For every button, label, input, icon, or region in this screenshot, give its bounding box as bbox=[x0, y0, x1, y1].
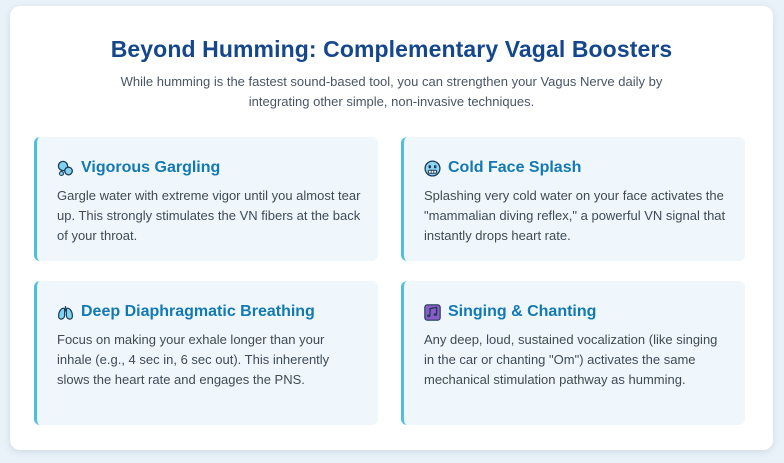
technique-description: Gargle water with extreme vigor until you almost tear up. This strongly stimulates the VN fibers at the back of your throat. bbox=[57, 188, 361, 243]
technique-description: Any deep, loud, sustained vocalization (like singing in the car or chanting "Om") activates the same mechanical stimulation pathway as humming. bbox=[424, 332, 718, 387]
page-title: Beyond Humming: Complementary Vagal Boosters bbox=[110, 36, 673, 62]
technique-title: Singing & Chanting bbox=[448, 303, 597, 320]
technique-header bbox=[57, 156, 362, 180]
music-notes-icon bbox=[424, 304, 441, 321]
technique-card-cold-face bbox=[401, 137, 745, 261]
technique-card-gargling bbox=[34, 137, 378, 261]
technique-header bbox=[57, 300, 362, 324]
technique-description: Focus on making your exhale longer than your inhale (e.g., 4 sec in, 6 sec out). This inherently slows the heart rate and engages the PNS. bbox=[57, 332, 330, 387]
gargle-bubbles-icon bbox=[57, 160, 74, 177]
cold-face-icon bbox=[424, 160, 441, 177]
technique-card-singing bbox=[401, 281, 745, 425]
page-subtitle: While humming is the fastest sound-based tool, you can strengthen your Vagus Nerve daily by integrating other simple, non-invasive techniques. bbox=[120, 74, 663, 109]
technique-title: Cold Face Splash bbox=[448, 159, 582, 176]
content-card bbox=[10, 6, 773, 450]
technique-header bbox=[424, 300, 729, 324]
lungs-icon bbox=[57, 304, 74, 321]
technique-header bbox=[424, 156, 729, 180]
technique-title: Deep Diaphragmatic Breathing bbox=[81, 303, 315, 320]
technique-description: Splashing very cold water on your face activates the "mammalian diving reflex," a powerful VN signal that instantly drops heart rate. bbox=[424, 188, 726, 243]
technique-card-breathing bbox=[34, 281, 378, 425]
technique-title: Vigorous Gargling bbox=[81, 159, 221, 176]
